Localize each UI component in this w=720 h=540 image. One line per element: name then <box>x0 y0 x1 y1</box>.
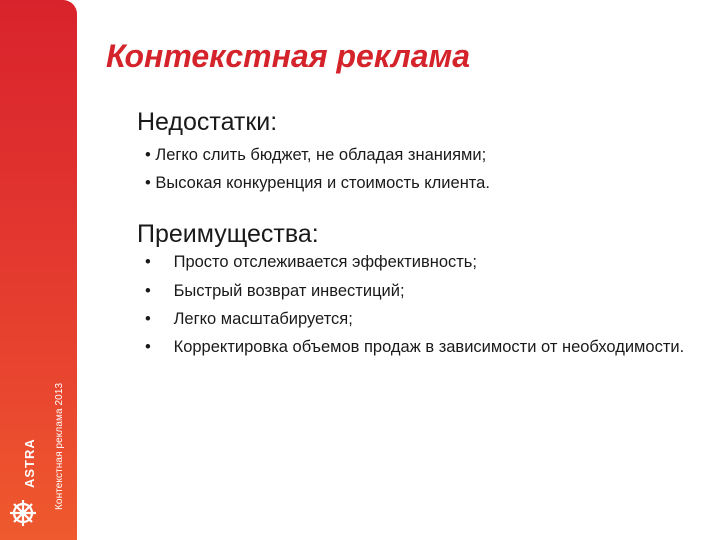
bullet-icon: • <box>145 174 151 192</box>
footer-caption: Контекстная реклама 2013 <box>54 382 65 510</box>
list-item <box>145 253 477 272</box>
section-heading-disadvantages: Недостатки: <box>137 108 278 136</box>
list-item-text: Корректировка объемов продаж в зависимости от необходимости. <box>173 338 685 356</box>
bullet-icon: • <box>145 146 151 164</box>
list-item <box>145 174 490 193</box>
list-item-text: Быстрый возврат инвестиций; <box>173 282 405 300</box>
logo-wordmark: ASTRA <box>22 438 37 488</box>
list-item <box>145 282 405 301</box>
bullet-icon: • <box>145 282 151 300</box>
list-item-text: Высокая конкуренция и стоимость клиента. <box>155 174 490 192</box>
bullet-icon: • <box>145 253 151 271</box>
slide-title: Контекстная реклама <box>106 38 471 74</box>
bullet-icon: • <box>145 310 151 328</box>
list-item-text: Легко масштабируется; <box>173 310 353 328</box>
list-item-text: Просто отслеживается эффективность; <box>173 253 477 271</box>
list-item-text: Легко слить бюджет, не обладая знаниями; <box>155 146 487 164</box>
list-item <box>145 310 353 329</box>
list-item <box>145 338 684 357</box>
list-item <box>145 146 486 165</box>
section-heading-advantages: Преимущества: <box>137 220 319 248</box>
bullet-icon: • <box>145 338 151 356</box>
